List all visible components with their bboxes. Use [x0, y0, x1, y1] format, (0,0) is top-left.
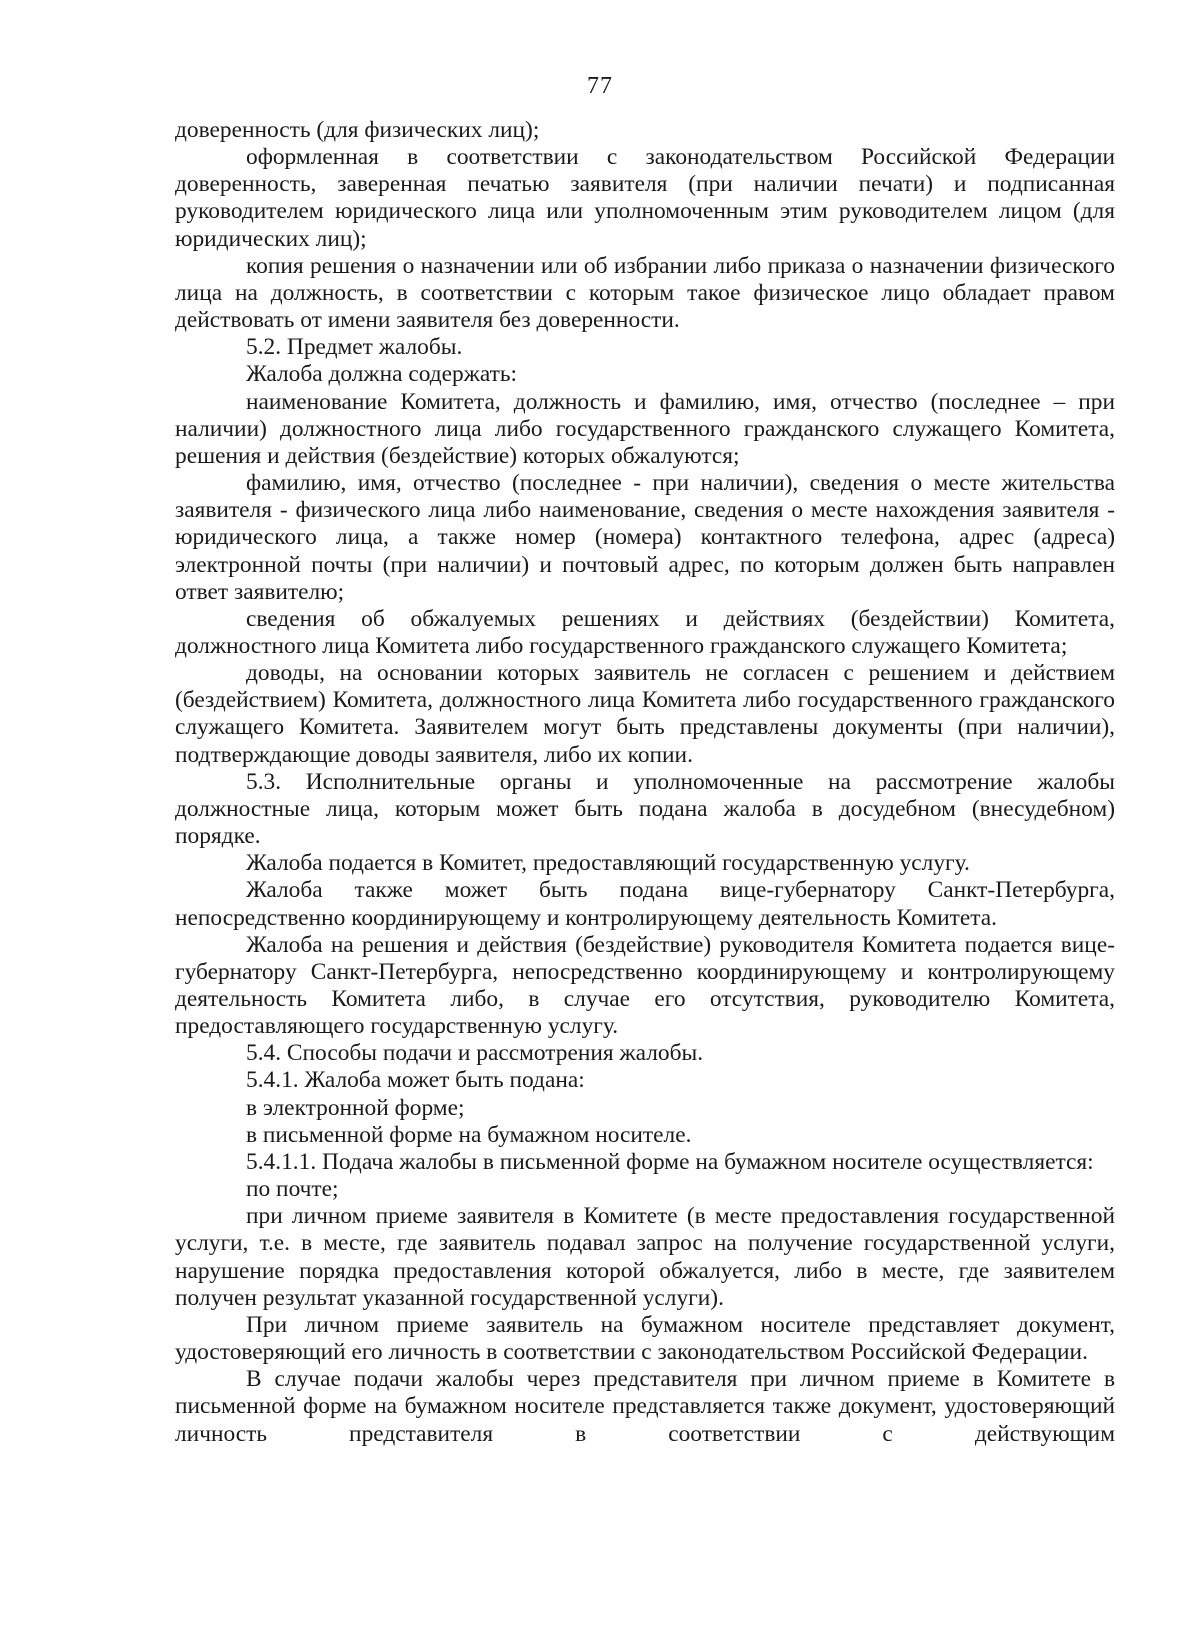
section-heading: 5.4. Способы подачи и рассмотрения жалобы.: [246, 1040, 704, 1067]
paragraph: В случае подачи жалобы через представителя при личном приеме в Комитете в письменной форме на бумажном носителе представляется также документ, удостоверяющий личность представителя в соответствии с действующим: [175, 1366, 1115, 1447]
paragraph: 5.4.1.1. Подача жалобы в письменной форме на бумажном носителе осуществляется:: [246, 1148, 1094, 1175]
paragraph: по почте;: [246, 1176, 339, 1203]
paragraph: сведения об обжалуемых решениях и действиях (бездействии) Комитета, должностного лица Комитета либо государственного гражданского служащего Комитета;: [175, 605, 1115, 659]
document-body: [175, 117, 1115, 1448]
section-heading: 5.3. Исполнительные органы и уполномоченные на рассмотрение жалобы должностные лица, которым может быть подана жалоба в досудебном (внесудебном) порядке.: [175, 768, 1115, 850]
paragraph: в письменной форме на бумажном носителе.: [246, 1121, 692, 1148]
paragraph: Жалоба подается в Комитет, предоставляющий государственную услугу.: [246, 850, 970, 877]
paragraph: при личном приеме заявителя в Комитете (в месте предоставления государственной услуги, т.е. в месте, где заявитель подавал запрос на получение государственной услуги, нарушение порядка предоставления которой обжалуется, либо в месте, где заявителем получен результат указанной государственной услуги).: [175, 1203, 1115, 1311]
paragraph: доверенность (для физических лиц);: [175, 117, 540, 143]
paragraph: Жалоба на решения и действия (бездействие) руководителя Комитета подается вице-губернатору Санкт-Петербурга, непосредственно координирующему и контролирующему деятельность Комитета либо, в случае его отсутствия, руководителю Комитета, предоставляющего государственную услугу.: [175, 931, 1115, 1040]
paragraph: фамилию, имя, отчество (последнее - при наличии), сведения о месте жительства заявителя - физического лица либо наименование, сведения о месте нахождения заявителя - юридического лица, а также номер (номера) контактного телефона, адрес (адреса) электронной почты (при наличии) и почтовый адрес, по которым должен быть направлен ответ заявителю;: [175, 470, 1115, 605]
section-heading: 5.2. Предмет жалобы.: [246, 334, 463, 361]
paragraph: Жалоба также может быть подана вице-губернатору Санкт-Петербурга, непосредственно координирующему и контролирующему деятельность Комитета.: [175, 877, 1115, 931]
paragraph: копия решения о назначении или об избрании либо приказа о назначении физического лица на должность, в соответствии с которым такое физическое лицо обладает правом действовать от имени заявителя без доверенности.: [175, 252, 1115, 334]
paragraph: в электронной форме;: [246, 1094, 465, 1121]
paragraph: Жалоба должна содержать:: [246, 361, 518, 388]
page-number: 77: [587, 73, 613, 99]
paragraph: При личном приеме заявитель на бумажном носителе представляет документ, удостоверяющий его личность в соответствии с законодательством Российской Федерации.: [175, 1311, 1115, 1366]
paragraph: оформленная в соответствии с законодательством Российской Федерации доверенность, заверенная печатью заявителя (при наличии печати) и подписанная руководителем юридического лица или уполномоченным этим руководителем лицом (для юридических лиц);: [175, 144, 1115, 252]
paragraph: доводы, на основании которых заявитель не согласен с решением и действием (бездействием) Комитета, должностного лица Комитета либо государственного гражданского служащего Комитета. Заявителем могут быть представлены документы (при наличии), подтверждающие доводы заявителя, либо их копии.: [175, 660, 1115, 768]
paragraph: 5.4.1. Жалоба может быть подана:: [246, 1067, 585, 1094]
paragraph: наименование Комитета, должность и фамилию, имя, отчество (последнее – при наличии) должностного лица либо государственного гражданского служащего Комитета, решения и действия (бездействие) которых обжалуются;: [175, 388, 1115, 469]
